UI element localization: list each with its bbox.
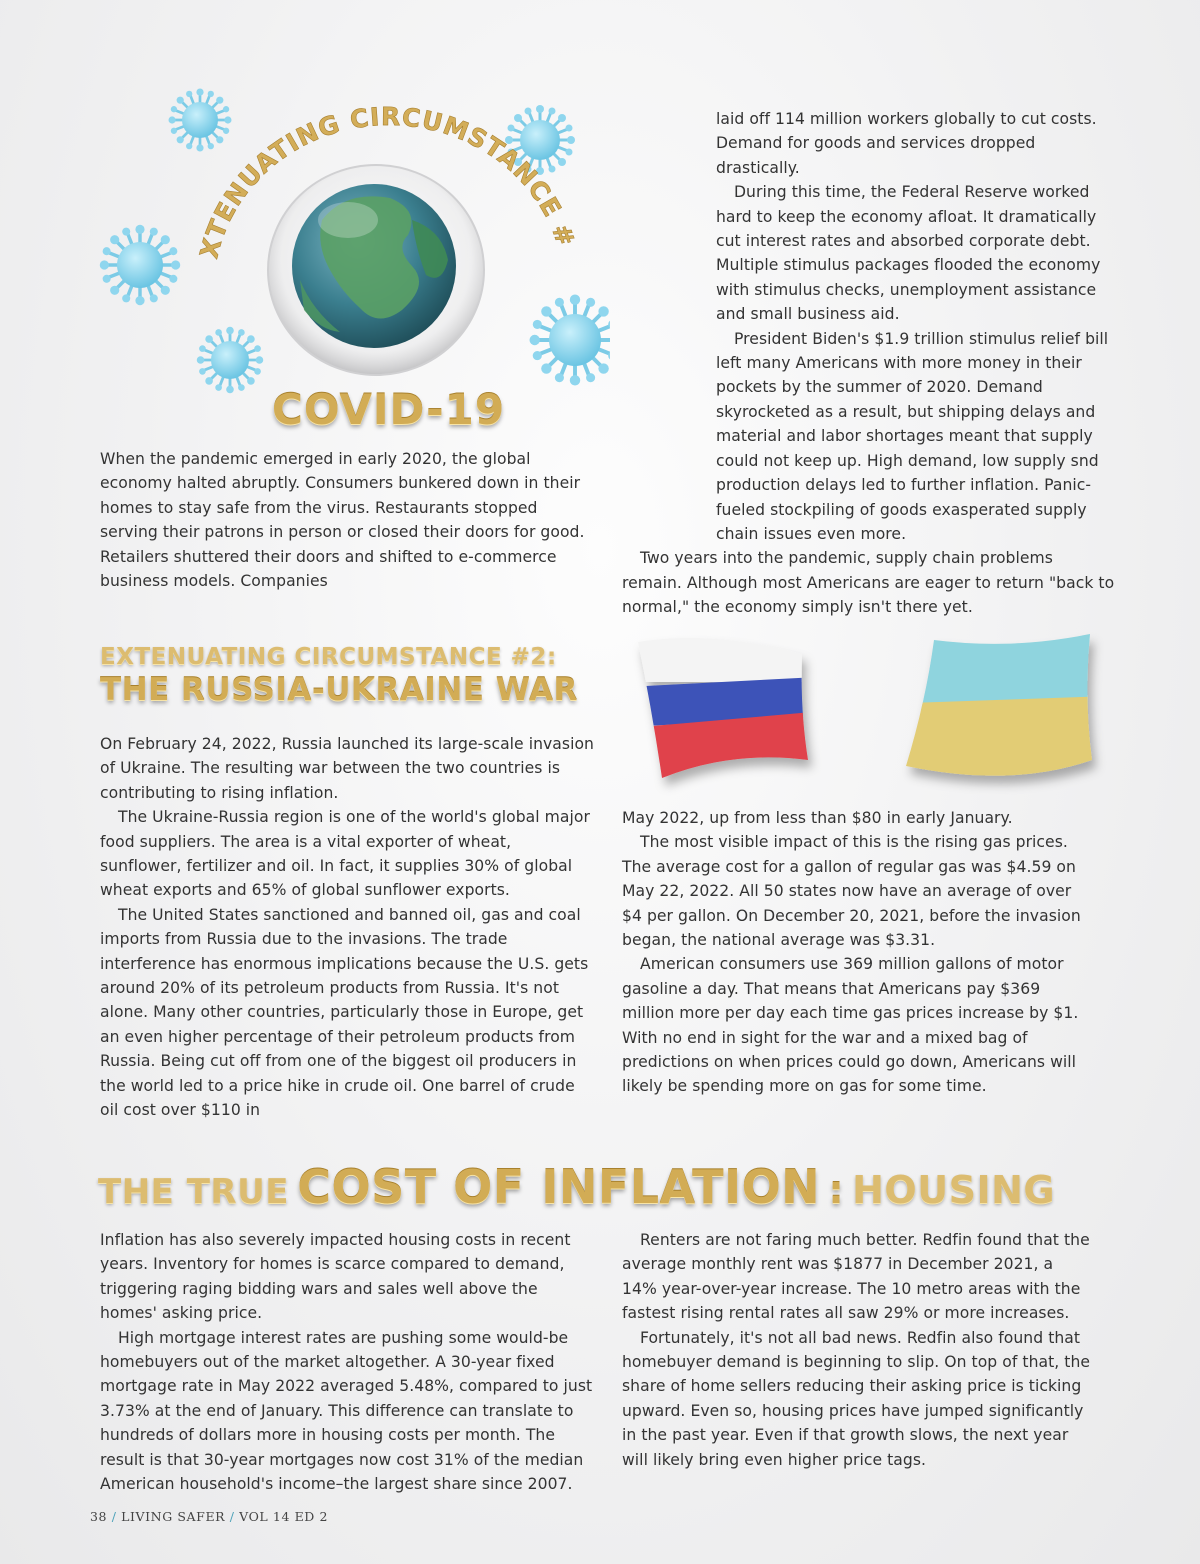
flags-illustration — [622, 620, 1122, 800]
paragraph: laid off 114 million workers globally to cut costs. Demand for goods and services dropped drastically. — [716, 110, 1097, 177]
housing-left-column — [100, 1228, 595, 1496]
war-left-column — [100, 732, 595, 1123]
housing-title-part2: COST OF INFLATION — [297, 1160, 821, 1214]
paragraph: High mortgage interest rates are pushing some would-be homebuyers out of the market altogether. A 30-year fixed mortgage rate in May 2022 averaged 5.48%, compared to just 3.73% at the end of January. This difference can translate to hundreds of dollars more in housing costs per month. The result is that 30-year mortgages now cost 31% of the median American household's income–the largest share since 2007. — [100, 1328, 593, 1494]
paragraph: When the pandemic emerged in early 2020, the global economy halted abruptly. Consumers bunkered down in their homes to stay safe from the virus. Restaurants stopped serving their patrons in person or closed their doors for good. Retailers shuttered their doors and shifted to e-commerce business models. Companies — [100, 450, 585, 591]
war-title: THE RUSSIA-UKRAINE WAR — [100, 672, 578, 708]
page-number: 38 — [90, 1509, 108, 1524]
arc-title: XTENUATING CIRCUMSTANCE # — [194, 101, 581, 262]
housing-title-part3: HOUSING — [852, 1168, 1056, 1212]
magazine-name: LIVING SAFER — [121, 1509, 226, 1524]
war-kicker: EXTENUATING CIRCUMSTANCE #2: — [100, 644, 557, 670]
paragraph: During this time, the Federal Reserve worked hard to keep the economy afloat. It dramatically cut interest rates and absorbed corporate debt. Multiple stimulus packages flooded the economy with stimulus checks, unemployment assistance and small business aid. — [716, 183, 1101, 324]
page-footer — [90, 1509, 328, 1524]
globe-icon — [292, 184, 456, 348]
covid-title: COVID-19 — [272, 385, 506, 434]
virus-icon — [100, 225, 181, 306]
paragraph: May 2022, up from less than $80 in early January. — [622, 809, 1013, 827]
flags-svg — [622, 620, 1122, 800]
paragraph: The United States sanctioned and banned oil, gas and coal imports from Russia due to the invasions. The trade interference has enormous implications because the U.S. gets around 20% of its petroleum products from Russia. It's not alone. Many other countries, particularly those in Europe, get an even higher percentage of their petroleum products from Russia. Being cut off from one of the biggest oil producers in the world led to a price hike in crude oil. One barrel of crude oil cost over $110 in — [100, 905, 589, 1120]
virus-icon — [530, 295, 611, 386]
paragraph: On February 24, 2022, Russia launched its large-scale invasion of Ukraine. The resulting war between the two countries is contributing to rising inflation. — [100, 735, 594, 802]
housing-title-part1: THE TRUE — [98, 1172, 289, 1212]
paragraph: President Biden's $1.9 trillion stimulus relief bill left many Americans with more money in their pockets by the summer of 2020. Demand skyrocketed as a result, but shipping delays and material and labor shortages meant that supply could not keep up. High demand, low supply snd production delays led to further inflation. Panic-fueled stockpiling of goods exasperated supply chain issues even more. — [716, 329, 1109, 543]
paragraph: American consumers use 369 million gallons of motor gasoline a day. That means that Americans pay $369 million more per day each time gas prices increase by $1. With no end in sight for the war and a mixed bag of predictions on when prices could go down, Americans will likely be spending more on gas for some time. — [622, 955, 1079, 1096]
footer-separator: / — [229, 1509, 235, 1524]
paragraph: Renters are not faring much better. Redfin found that the average monthly rent was $1877 in December 2021, a 14% year-over-year increase. The 10 metro areas with the fastest rising rental rates all saw 29% or more increases. — [622, 1231, 1090, 1323]
paragraph: The Ukraine-Russia region is one of the world's global major food suppliers. The area is a vital exporter of wheat, sunflower, fertilizer and oil. In fact, it supplies 30% of global wheat exports and 65% of global sunflower exports. — [100, 808, 590, 900]
paragraph: Two years into the pandemic, supply chain problems remain. Although most Americans are eager to return "back to normal," the economy simply isn't there yet. — [622, 549, 1115, 617]
housing-right-column — [622, 1228, 1092, 1472]
paragraph: Inflation has also severely impacted housing costs in recent years. Inventory for homes is scarce compared to demand, triggering raging bidding wars and sales well above the homes' asking price. — [100, 1231, 571, 1323]
housing-title — [98, 1160, 1055, 1216]
covid-right-column — [622, 107, 1117, 620]
housing-title-sep: : — [828, 1168, 844, 1212]
virus-icon — [197, 327, 264, 394]
paragraph: The most visible impact of this is the rising gas prices. The average cost for a gallon of regular gas was $4.59 on May 22, 2022. All 50 states now have an average of over $4 per gallon. On December 20, 2021, before the invasion began, the national average was $3.31. — [622, 833, 1081, 950]
issue-label: VOL 14 ED 2 — [239, 1509, 329, 1524]
ukraine-flag-icon — [889, 620, 1105, 800]
footer-separator: / — [111, 1509, 117, 1524]
covid-left-column — [100, 447, 600, 593]
war-right-column — [622, 806, 1092, 1099]
paragraph: Fortunately, it's not all bad news. Redfin also found that homebuyer demand is beginning to slip. On top of that, the share of home sellers reducing their asking price is ticking upward. Even so, housing prices have jumped significantly in the past year. Even if that growth slows, the next year will likely bring even higher price tags. — [622, 1328, 1091, 1469]
virus-icon — [169, 89, 232, 152]
russia-flag-icon — [622, 620, 827, 800]
